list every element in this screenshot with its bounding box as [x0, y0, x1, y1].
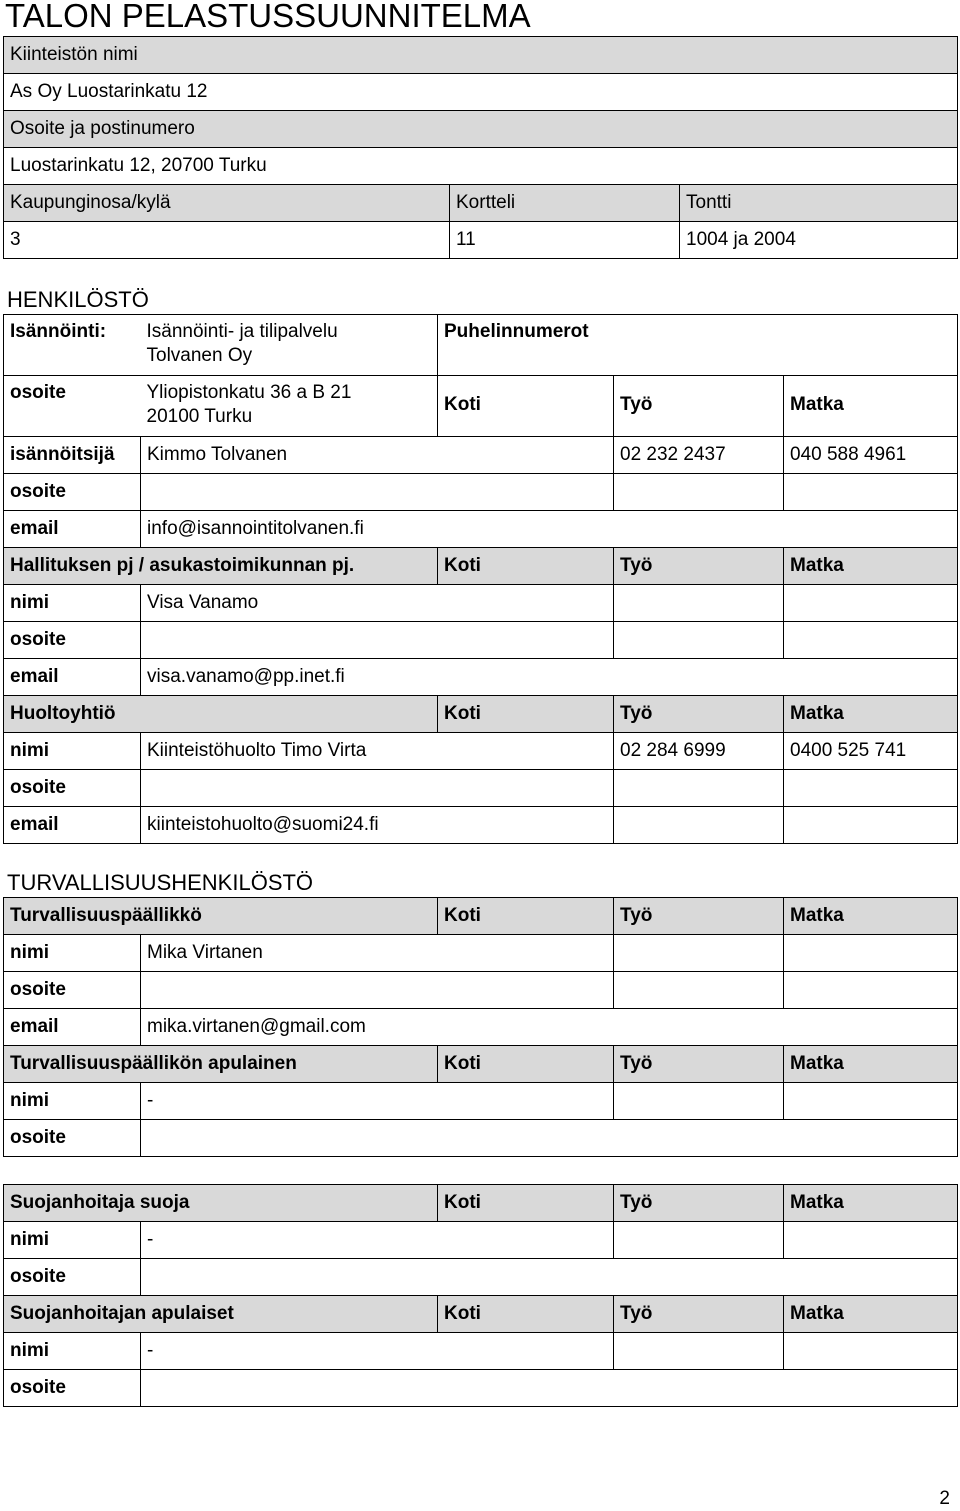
keeper-col-home: Koti	[438, 1185, 614, 1222]
board-email[interactable]: visa.vanamo@pp.inet.fi	[141, 659, 958, 696]
maintenance-address-mobile	[784, 770, 958, 807]
manager-address-label-text: osoite	[10, 382, 66, 403]
col-home-label: Koti	[438, 376, 614, 437]
chief-name-row	[4, 935, 958, 972]
property-address-label: Osoite ja postinumero	[4, 111, 958, 148]
maintenance-email[interactable]: kiinteistohuolto@suomi24.fi	[141, 807, 614, 844]
board-address-label: osoite	[4, 622, 141, 659]
property-name-value: As Oy Luostarinkatu 12	[4, 74, 958, 111]
assist-address-row	[4, 1370, 958, 1407]
assist-name-value: -	[141, 1333, 614, 1370]
maintenance-address-label: osoite	[4, 770, 141, 807]
property-name-row	[4, 74, 958, 111]
board-col-home: Koti	[438, 548, 614, 585]
maintenance-label: Huoltoyhtiö	[4, 696, 438, 733]
property-manager-email-label: email	[4, 511, 141, 548]
manager-address-value	[141, 376, 438, 437]
manager-value	[141, 315, 438, 376]
manager-address-line-1: Yliopistonkatu 36 a B 21	[146, 382, 352, 403]
block-value: 11	[450, 222, 680, 259]
shelter-table	[3, 1184, 958, 1407]
board-address-work	[614, 622, 784, 659]
maintenance-name-row	[4, 733, 958, 770]
deputy-col-work: Työ	[614, 1046, 784, 1083]
property-manager-address-work	[614, 474, 784, 511]
district-value: 3	[4, 222, 450, 259]
chief-email-label: email	[4, 1009, 141, 1046]
maintenance-email-work	[614, 807, 784, 844]
assist-col-work: Työ	[614, 1296, 784, 1333]
property-address-row	[4, 148, 958, 185]
district-label: Kaupunginosa/kylä	[4, 185, 450, 222]
chief-address-row	[4, 972, 958, 1009]
property-location-header-row	[4, 185, 958, 222]
board-email-label: email	[4, 659, 141, 696]
assist-address-value	[141, 1370, 958, 1407]
board-work-phone	[614, 585, 784, 622]
assist-label: Suojanhoitajan apulaiset	[4, 1296, 438, 1333]
property-table	[3, 36, 958, 259]
property-location-row	[4, 222, 958, 259]
deputy-name-row	[4, 1083, 958, 1120]
manager-label-text: Isännöinti:	[10, 321, 107, 342]
assist-address-label: osoite	[4, 1370, 141, 1407]
keeper-mobile-phone	[784, 1222, 958, 1259]
maintenance-name-label: nimi	[4, 733, 141, 770]
manager-line-2: Tolvanen Oy	[146, 345, 253, 366]
board-label: Hallituksen pj / asukastoimikunnan pj.	[4, 548, 438, 585]
col-mobile-label: Matka	[784, 376, 958, 437]
col-work-label: Työ	[614, 376, 784, 437]
assist-name-label: nimi	[4, 1333, 141, 1370]
maintenance-email-label: email	[4, 807, 141, 844]
chief-address-mobile	[784, 972, 958, 1009]
maintenance-header-row	[4, 696, 958, 733]
property-manager-email-row	[4, 511, 958, 548]
board-col-mobile: Matka	[784, 548, 958, 585]
maintenance-email-mobile	[784, 807, 958, 844]
board-address-mobile	[784, 622, 958, 659]
deputy-name-value: -	[141, 1083, 614, 1120]
property-name-header-row	[4, 37, 958, 74]
manager-row	[4, 315, 958, 376]
maintenance-name-value: Kiinteistöhuolto Timo Virta	[141, 733, 614, 770]
manager-label	[4, 315, 141, 376]
maintenance-email-row	[4, 807, 958, 844]
board-address-value	[141, 622, 614, 659]
assist-col-home: Koti	[438, 1296, 614, 1333]
property-manager-mobile-phone: 040 588 4961	[784, 437, 958, 474]
deputy-header-row	[4, 1046, 958, 1083]
board-name-value: Visa Vanamo	[141, 585, 614, 622]
deputy-mobile-phone	[784, 1083, 958, 1120]
board-header-row	[4, 548, 958, 585]
deputy-work-phone	[614, 1083, 784, 1120]
chief-name-label: nimi	[4, 935, 141, 972]
document-title: TALON PELASTUSSUUNNITELMA	[5, 0, 531, 34]
chief-email[interactable]: mika.virtanen@gmail.com	[141, 1009, 958, 1046]
assist-col-mobile: Matka	[784, 1296, 958, 1333]
property-manager-address-label: osoite	[4, 474, 141, 511]
chief-header-row	[4, 898, 958, 935]
page-number: 2	[939, 1488, 950, 1509]
property-manager-address-value	[141, 474, 614, 511]
board-name-label: nimi	[4, 585, 141, 622]
maintenance-col-mobile: Matka	[784, 696, 958, 733]
maintenance-address-value	[141, 770, 614, 807]
chief-email-row	[4, 1009, 958, 1046]
property-address-header-row	[4, 111, 958, 148]
chief-address-label: osoite	[4, 972, 141, 1009]
property-address-value: Luostarinkatu 12, 20700 Turku	[4, 148, 958, 185]
deputy-col-home: Koti	[438, 1046, 614, 1083]
keeper-col-work: Työ	[614, 1185, 784, 1222]
property-manager-address-row	[4, 474, 958, 511]
assist-name-row	[4, 1333, 958, 1370]
manager-address-line-2: 20100 Turku	[146, 406, 253, 427]
safety-table	[3, 897, 958, 1157]
chief-address-work	[614, 972, 784, 1009]
property-manager-work-phone: 02 232 2437	[614, 437, 784, 474]
property-name-label: Kiinteistön nimi	[4, 37, 958, 74]
deputy-label: Turvallisuuspäällikön apulainen	[4, 1046, 438, 1083]
maintenance-mobile-phone: 0400 525 741	[784, 733, 958, 770]
block-label: Kortteli	[450, 185, 680, 222]
staff-table	[3, 314, 958, 844]
chief-mobile-phone	[784, 935, 958, 972]
board-col-work: Työ	[614, 548, 784, 585]
maintenance-col-home: Koti	[438, 696, 614, 733]
manager-line-1: Isännöinti- ja tilipalvelu	[146, 321, 338, 342]
board-mobile-phone	[784, 585, 958, 622]
plot-value: 1004 ja 2004	[680, 222, 958, 259]
staff-heading: HENKILÖSTÖ	[7, 287, 149, 312]
keeper-name-label: nimi	[4, 1222, 141, 1259]
board-name-row	[4, 585, 958, 622]
property-manager-row	[4, 437, 958, 474]
chief-label: Turvallisuuspäällikkö	[4, 898, 438, 935]
phones-label: Puhelinnumerot	[438, 315, 958, 376]
chief-work-phone	[614, 935, 784, 972]
property-manager-name: Kimmo Tolvanen	[141, 437, 614, 474]
manager-address-label	[4, 376, 141, 437]
assist-header-row	[4, 1296, 958, 1333]
chief-address-value	[141, 972, 614, 1009]
manager-address-row	[4, 376, 958, 437]
board-address-row	[4, 622, 958, 659]
chief-col-home: Koti	[438, 898, 614, 935]
maintenance-address-row	[4, 770, 958, 807]
assist-mobile-phone	[784, 1333, 958, 1370]
chief-name-value: Mika Virtanen	[141, 935, 614, 972]
keeper-name-value: -	[141, 1222, 614, 1259]
keeper-name-row	[4, 1222, 958, 1259]
keeper-address-label: osoite	[4, 1259, 141, 1296]
keeper-work-phone	[614, 1222, 784, 1259]
keeper-address-row	[4, 1259, 958, 1296]
board-email-row	[4, 659, 958, 696]
deputy-col-mobile: Matka	[784, 1046, 958, 1083]
deputy-address-row	[4, 1120, 958, 1157]
safety-heading: TURVALLISUUSHENKILÖSTÖ	[7, 870, 314, 895]
deputy-address-label: osoite	[4, 1120, 141, 1157]
maintenance-col-work: Työ	[614, 696, 784, 733]
keeper-address-value	[141, 1259, 958, 1296]
keeper-label: Suojanhoitaja suoja	[4, 1185, 438, 1222]
chief-col-work: Työ	[614, 898, 784, 935]
deputy-name-label: nimi	[4, 1083, 141, 1120]
plot-label: Tontti	[680, 185, 958, 222]
property-manager-address-mobile	[784, 474, 958, 511]
deputy-address-value	[141, 1120, 958, 1157]
chief-col-mobile: Matka	[784, 898, 958, 935]
property-manager-label: isännöitsijä	[4, 437, 141, 474]
maintenance-work-phone: 02 284 6999	[614, 733, 784, 770]
maintenance-address-work	[614, 770, 784, 807]
keeper-header-row	[4, 1185, 958, 1222]
keeper-col-mobile: Matka	[784, 1185, 958, 1222]
assist-work-phone	[614, 1333, 784, 1370]
property-manager-email[interactable]: info@isannointitolvanen.fi	[141, 511, 958, 548]
